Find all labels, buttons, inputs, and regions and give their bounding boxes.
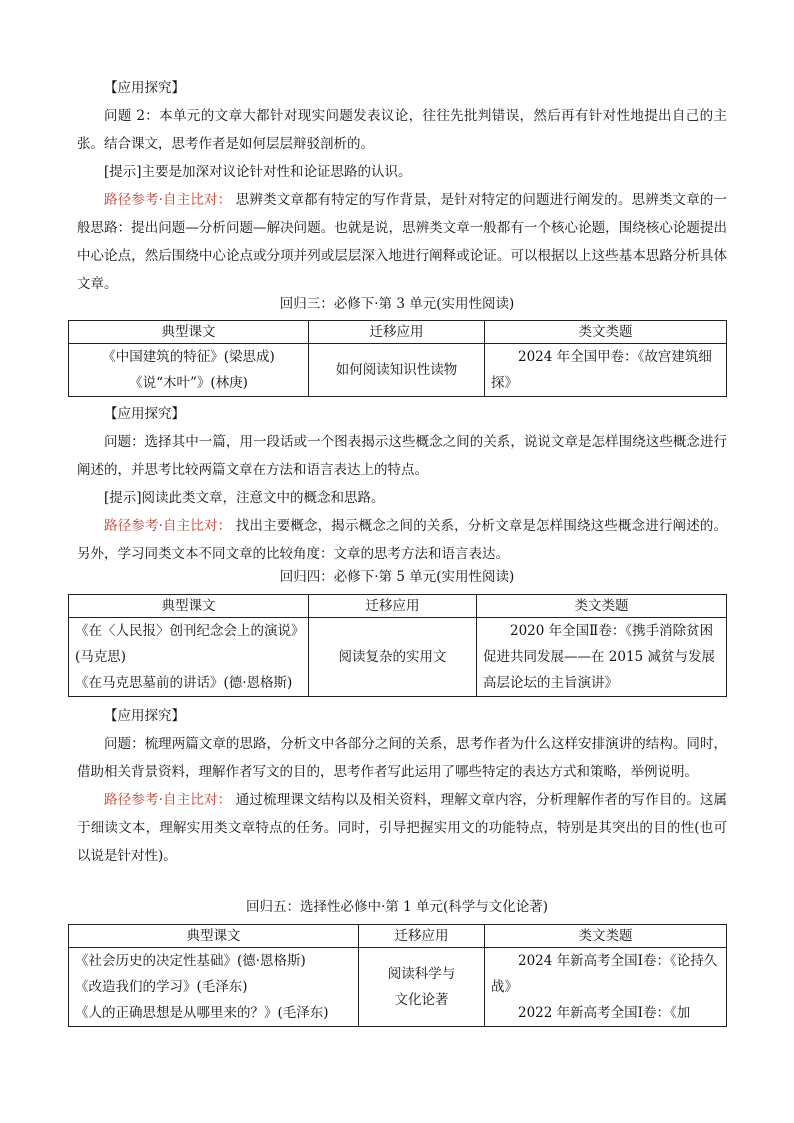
application-cell (359, 948, 485, 1027)
exam-item: 2024 年全国甲卷：《故宫建筑细探》 (491, 349, 712, 391)
application-line: 文化论著 (394, 992, 449, 1008)
application-line: 阅读科学与 (387, 966, 456, 982)
col-header-texts: 典型课文 (69, 595, 309, 618)
path-text: 通过梳理课文结构以及相关资料，理解文章内容，分析理解作者的写作目的。这属于细读文本，理解实用类文章特点的任务。同时，引导把握实用文的功能特点，特别是其突出的目的性(也可以说是针对性)。 (77, 792, 727, 864)
typical-texts-cell (69, 344, 309, 397)
text-item: 《人的正确思想是从哪里来的？》(毛泽东) (75, 1005, 329, 1021)
path-paragraph (77, 186, 727, 298)
typical-texts-cell (69, 948, 359, 1027)
col-header-exam: 类文类题 (485, 321, 727, 344)
path-text: 找出主要概念，揭示概念之间的关系，分析文章是怎样围绕这些概念进行阐述的。另外，学习同类文本不同文章的比较角度：文章的思考方法和语言表达。 (77, 518, 727, 562)
col-header-application: 迁移应用 (309, 595, 477, 618)
text-item: 《社会历史的决定性基础》(德·恩格斯) (75, 953, 306, 969)
hint-paragraph: [提示]主要是加深对议论针对性和论证思路的认识。 (104, 164, 412, 180)
review-table-4 (68, 594, 727, 697)
hint-paragraph: [提示]阅读此类文章，注意文中的概念和思路。 (104, 490, 385, 506)
application-cell: 如何阅读知识性读物 (309, 344, 485, 397)
typical-texts-cell (69, 618, 309, 697)
text-item: 《在〈人民报〉创刊纪念会上的演说》(马克思) (75, 623, 298, 665)
col-header-texts: 典型课文 (69, 321, 309, 344)
path-label: 路径参考·自主比对： (104, 192, 232, 208)
path-paragraph (77, 512, 727, 568)
exam-cell (477, 618, 727, 697)
section-apply-explore-4 (77, 702, 727, 870)
col-header-texts: 典型课文 (69, 925, 359, 948)
question-paragraph: 问题：梳理两篇文章的思路，分析文中各部分之间的关系，思考作者为什么这样安排演讲的结构。同时，借助相关背景资料，理解作者写文的目的，思考作者写此运用了哪些特定的表达方式和策略，举例说明。 (77, 736, 727, 780)
question-paragraph: 问题：选择其中一篇，用一段话或一个图表揭示这些概念之间的关系，说说文章是怎样围绕这些概念进行阐述的，并思考比较两篇文章在方法和语言表达上的特点。 (77, 434, 727, 478)
section-heading: 【应用探究】 (104, 708, 185, 724)
path-text: 思辨类文章都有特定的写作背景，是针对特定的问题进行阐发的。思辨类文章的一般思路：提出问题—分析问题—解决问题。也就是说，思辨类文章一般都有一个核心论题，围绕核心论题提出中心论点，然后围绕中心论点或分项并列或层层深入地进行阐释或论证。可以根据以上这些基本思路分析具体文章。 (77, 192, 727, 292)
table-caption: 回归五：选择性必修中·第 1 单元(科学与文化论著) (246, 899, 548, 915)
path-label: 路径参考·自主比对： (104, 518, 232, 534)
col-header-exam: 类文类题 (485, 925, 727, 948)
question-paragraph: 问题 2：本单元的文章大都针对现实问题发表议论，往往先批判错误，然后再有针对性地提出自己的主张。结合课文，思考作者是如何层层辩驳剖析的。 (77, 108, 727, 152)
text-item: 《中国建筑的特征》(梁思成) (102, 349, 275, 365)
section-apply-explore-3 (77, 400, 727, 568)
text-item: 《说“木叶”》(林庚) (129, 375, 248, 391)
section-apply-explore-2 (77, 74, 727, 298)
col-header-application: 迁移应用 (309, 321, 485, 344)
table-caption: 回归四：必修下·第 5 单元(实用性阅读) (279, 569, 515, 585)
col-header-application: 迁移应用 (359, 925, 485, 948)
review-table-3 (68, 320, 727, 397)
exam-item: 2020 年全国Ⅱ卷：《携手消除贫困促进共同发展——在 2015 减贫与发展高层论坛的主旨演讲》 (483, 623, 715, 691)
section-heading: 【应用探究】 (104, 406, 185, 422)
col-header-exam: 类文类题 (477, 595, 727, 618)
application-cell: 阅读复杂的实用文 (309, 618, 477, 697)
text-item: 《在马克思墓前的讲话》(德·恩格斯) (75, 675, 293, 691)
review-table-5 (68, 924, 727, 1027)
exam-item: 2022 年新高考全国Ⅰ卷：《加 (518, 1005, 691, 1021)
section-heading: 【应用探究】 (104, 80, 185, 96)
table-caption: 回归三：必修下·第 3 单元(实用性阅读) (279, 296, 515, 312)
exam-cell (485, 948, 727, 1027)
path-paragraph (77, 786, 727, 870)
path-label: 路径参考·自主比对： (104, 792, 232, 808)
text-item: 《改造我们的学习》(毛泽东) (75, 979, 248, 995)
exam-cell (485, 344, 727, 397)
exam-item: 2024 年新高考全国Ⅰ卷：《论持久战》 (491, 953, 718, 995)
